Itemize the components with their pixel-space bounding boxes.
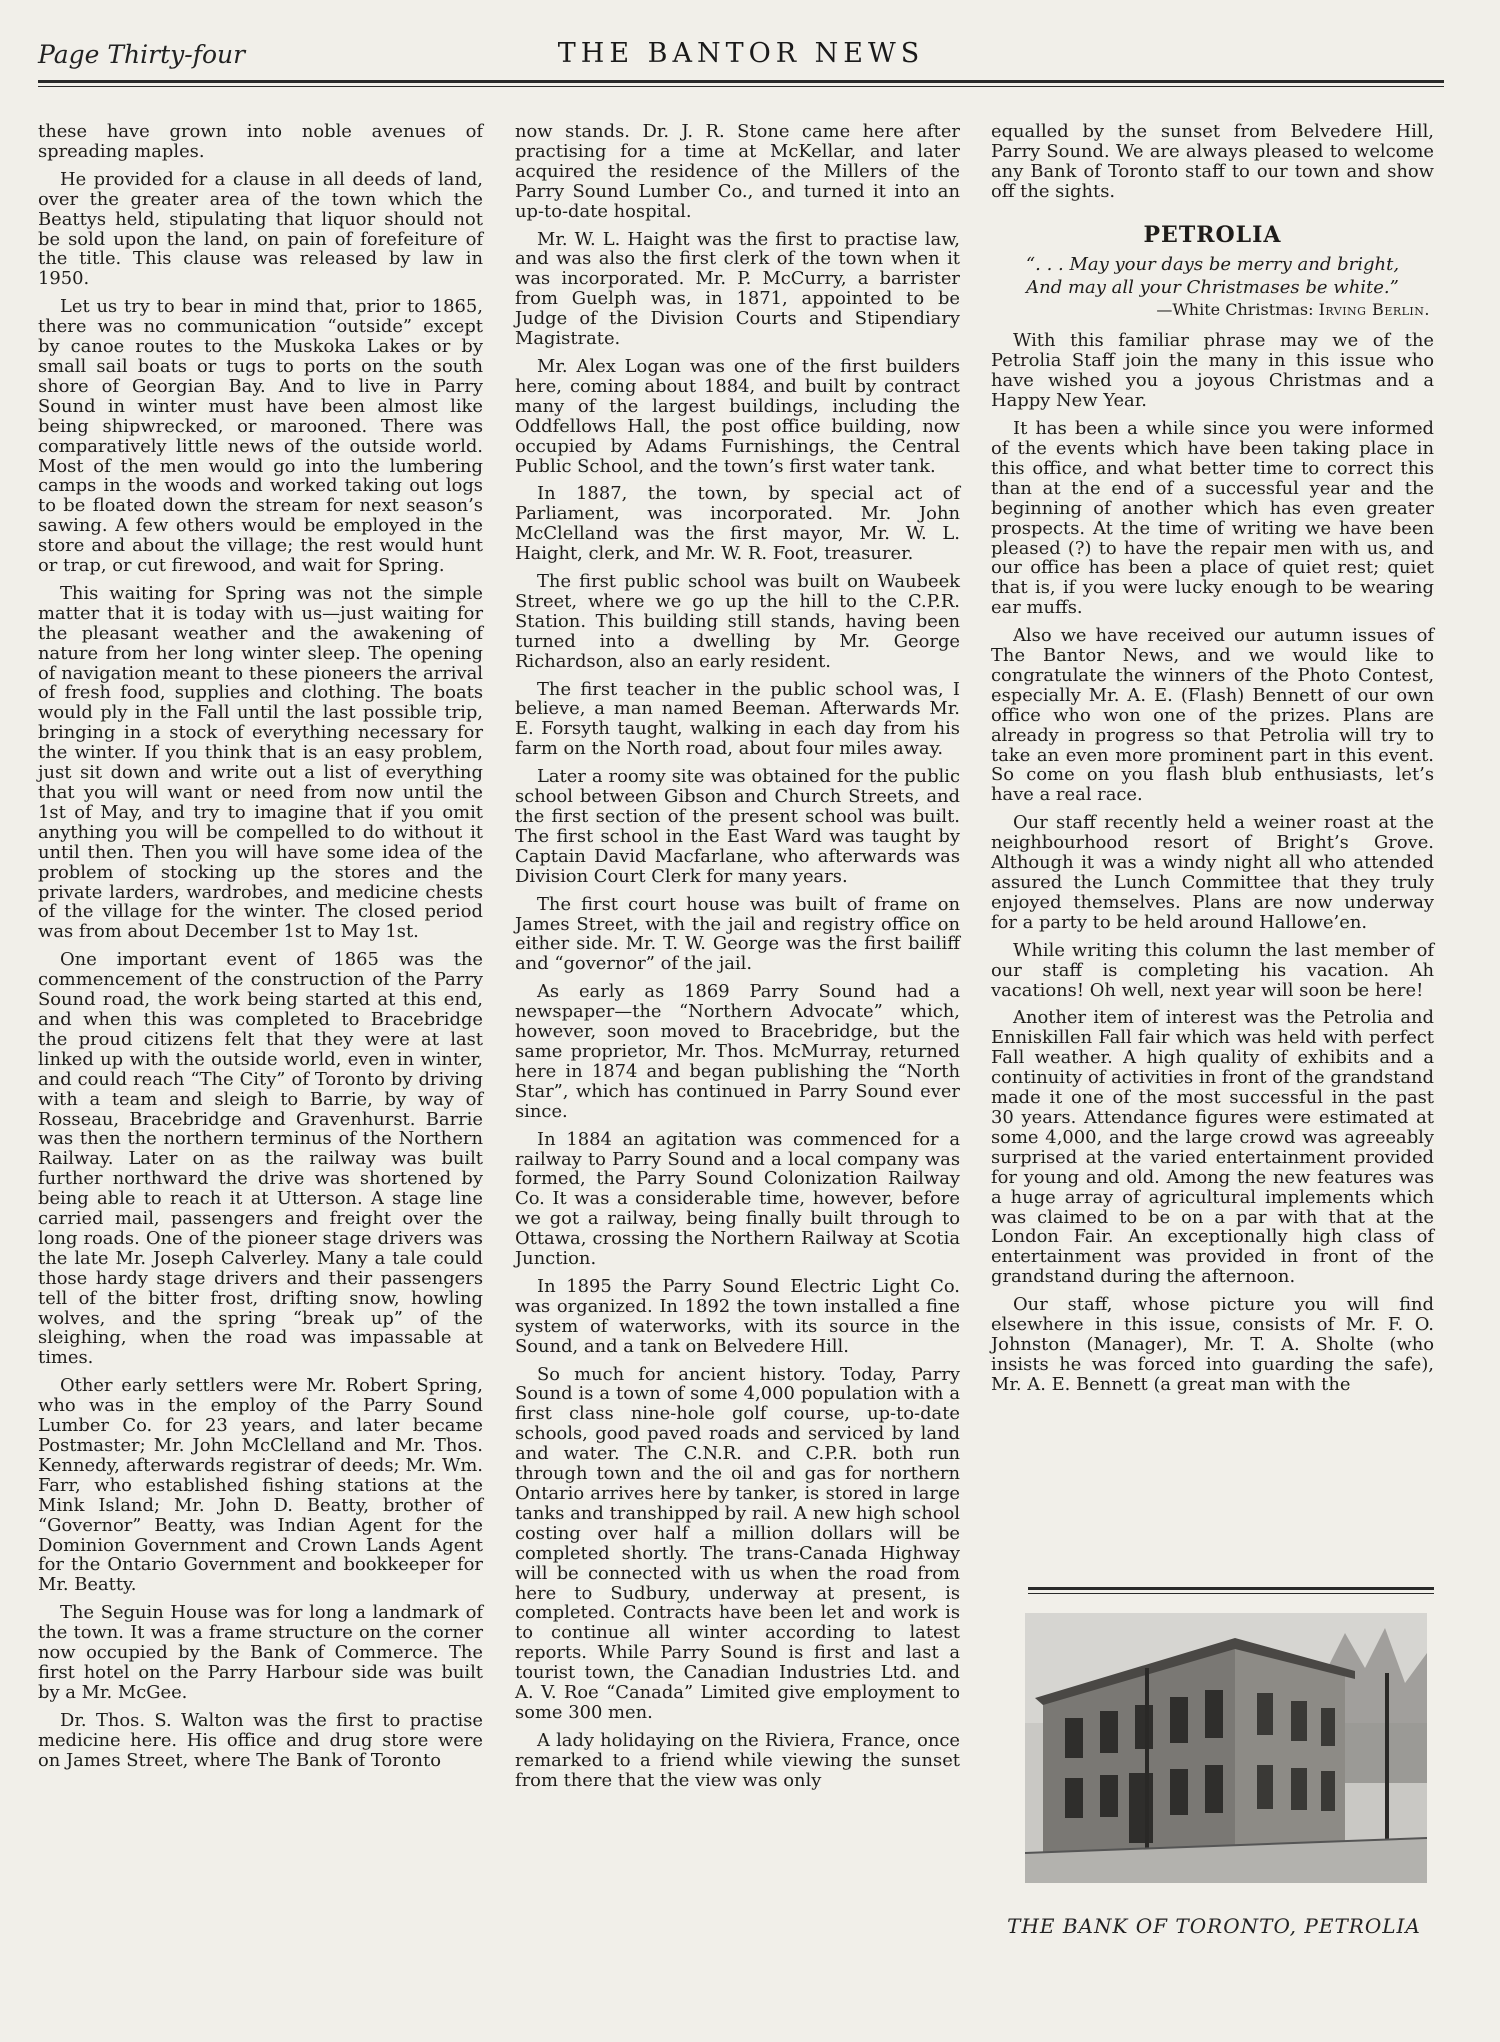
paragraph: Also we have received our autumn issues of The Bantor News, and we would like to congratulate the winners of the Photo Contest, especially Mr. A. E. (Flash) Bennett of our own office who won one of the prizes. Plans are already in progress so that Petrolia will try to take an even more prominent part in this event. So come on you flash blub enthusiasts, let’s have a real race. [991,625,1434,806]
page-header [38,38,1444,78]
page-number: Page Thirty-four [38,40,246,69]
paragraph: The Seguin House was for long a landmark of the town. It was a frame structure on the corner now occupied by the Bank of Commerce. The first hotel on the Parry Harbour side was built by a Mr. McGee. [38,1602,483,1703]
column-3 [991,122,1434,1403]
column-2 [515,122,960,1799]
paragraph: these have grown into noble avenues of spreading maples. [38,121,483,162]
paragraph: now stands. Dr. J. R. Stone came here after practising for a time at McKellar, and later acquired the residence of the Millers of the Parry Sound Lumber Co., and turned it into an up-to-date hospital. [515,121,960,222]
paragraph: The first public school was built on Waubeek Street, where we go up the hill to the C.P.R. Station. This building still stands, having been turned into a dwelling by Mr. George Richardson, also an early resident. [515,571,960,672]
attribution-prefix: —White Christmas: [1156,299,1319,319]
masthead: THE BANTOR NEWS [557,38,925,69]
paragraph: Mr. Alex Logan was one of the first builders here, coming about 1884, and built by contract many of the largest buildings, including the Oddfellows Hall, the post office building, now occupied by Adams Furnishings, the Central Public School, and the town’s first water tank. [515,355,960,477]
header-rule-thin [38,86,1444,87]
photo-rule-thin [1028,1593,1434,1594]
paragraph: A lady holidaying on the Riviera, France, once remarked to a friend while viewing the sunset from there that the view was only [515,1729,960,1791]
paragraph: The first court house was built of frame on James Street, with the jail and registry office on either side. Mr. T. W. George was the first bailiff and “governor” of the jail. [515,893,960,975]
paragraph: equalled by the sunset from Belvedere Hill, Parry Sound. We are always pleased to welcome any Bank of Toronto staff to our town and show off the sights. [991,121,1434,202]
section-title-petrolia: PETROLIA [1143,221,1282,248]
paragraph: It has been a while since you were informed of the events which have been taking place in this office, and what better time to correct this than at the end of a successful year and the beginning of another which has even greater prospects. At the time of writing we have been pleased (?) to have the repair men with us, and our office has been a place of quiet rest; quiet that is, if you were lucky enough to be wearing ear muffs. [991,418,1434,619]
paragraph: The first teacher in the public school was, I believe, a man named Beeman. Afterwards Mr. E. Forsyth taught, walking in each day from his farm on the North road, about four miles away. [515,678,960,760]
paragraph: He provided for a clause in all deeds of land, over the greater area of the town which the Beattys held, stipulating that liquor should not be sold upon the land, on pain of forefeiture of the title. This clause was released by law in 1950. [38,168,483,290]
paragraph: Our staff recently held a weiner roast at the neighbourhood resort of Bright’s Grove. Although it was a windy night all who attended assured the Lunch Committee that they truly enjoyed themselves. Plans are now underway for a party to be held around Hallowe’en. [991,812,1434,933]
verse-attribution [991,300,1434,320]
paragraph: So much for ancient history. Today, Parry Sound is a town of some 4,000 population with a first class nine-hole golf course, up-to-date schools, good paved roads and serviced by land and water. The C.N.R. and C.P.R. both run through town and the oil and gas for northern Ontario arrives here by tanker, is stored in large tanks and transhipped by rail. A new high school costing over half a million dollars will be completed shortly. The trans-Canada Highway will be connected with us when the road from here to Sudbury, underway at present, is completed. Contracts have been let and work is to continue all winter according to latest reports. While Parry Sound is first and last a tourist town, the Canadian Industries Ltd. and A. V. Roe “Canada” Limited give employment to some 300 men. [515,1363,960,1723]
paragraph: In 1884 an agitation was commenced for a railway to Parry Sound and a local company was formed, the Parry Sound Colonization Railway Co. It was a considerable time, however, before we got a railway, being finally built through to Ottawa, crossing the Northern Railway at Scotia Junction. [515,1128,960,1270]
header-rule-thick [38,80,1444,83]
paragraph: This waiting for Spring was not the simple matter that it is today with us—just waiting for the pleasant weather and the awakening of nature from her long winter sleep. The opening of navigation meant to these pioneers the arrival of fresh food, supplies and clothing. The boats would ply in the Fall until the last possible trip, bringing in a stock of everything necessary for the winter. If you think that is an easy problem, just sit down and write out a list of everything that you will want or need from now until the 1st of May, and try to imagine that if you omit anything you will be compelled to do without it until then. Then you will have some idea of the problem of stocking up the stores and the private larders, wardrobes, and medicine chests of the village for the winter. The closed period was from about December 1st to May 1st. [38,582,483,943]
paragraph: Later a roomy site was obtained for the public school between Gibson and Church Streets, and the first section of the present school was built. The first school in the East Ward was taught by Captain David Macfarlane, who afterwards was Division Court Clerk for many years. [515,766,960,887]
photo-rule-thick [1028,1587,1434,1590]
paragraph: As early as 1869 Parry Sound had a newspaper—the “Northern Advocate” which, however, soon moved to Bracebridge, but the same proprietor, Mr. Thos. McMurray, returned here in 1874 and began publishing the “North Star”, which has continued in Parry Sound ever since. [515,981,960,1122]
verse-line: And may all your Christmases be white.” [1026,276,1399,298]
paragraph: While writing this column the last member of our staff is completing his vacation. Ah vacations! Oh well, next year will soon be here! [991,939,1434,1001]
paragraph: Let us try to bear in mind that, prior to 1865, there was no communication “outside” except by canoe routes to the Muskoka Lakes or by small sail boats or tugs to ports on the south shore of Georgian Bay. And to live in Parry Sound in winter must have been almost like being shipwrecked, or marooned. There was comparatively little news of the outside world. Most of the men would go into the lumbering camps in the woods and worked taking out logs to be floated down the stream for next season’s sawing. A few others would be employed in the store and about the village; the rest would hunt or trap, or cut firewood, and wait for Spring. [38,296,483,577]
bank-building-photo [1025,1613,1427,1883]
bank-building-illustration [1025,1613,1427,1883]
attribution-author: Irving Berlin. [1318,299,1430,319]
paragraph: In 1887, the town, by special act of Parliament, was incorporated. Mr. John McClelland was the first mayor, Mr. W. L. Haight, clerk, and Mr. W. R. Foot, treasurer. [515,483,960,565]
paragraph: In 1895 the Parry Sound Electric Light Co. was organized. In 1892 the town installed a fine system of waterworks, with its source in the Sound, and a tank on Belvedere Hill. [515,1275,960,1357]
paragraph: Dr. Thos. S. Walton was the first to practise medicine here. His office and drug store were on James Street, where The Bank of Toronto [38,1709,483,1771]
photo-caption: THE BANK OF TORONTO, PETROLIA [1007,1914,1421,1938]
column-1 [38,122,483,1779]
paragraph: Our staff, whose picture you will find elsewhere in this issue, consists of Mr. F. O. Johnston (Manager), Mr. T. A. Sholte (who insists he was forced into guarding the safe), Mr. A. E. Bennett (a great man with the [991,1294,1434,1395]
paragraph: With this familiar phrase may we of the Petrolia Staff join the many in this issue who have wished you a joyous Christmas and a Happy New Year. [991,330,1434,412]
paragraph: Another item of interest was the Petrolia and Enniskillen Fall fair which was held with perfect Fall weather. A high quality of exhibits and a continuity of activities in front of the grandstand made it one of the most successful in the past 30 years. Attendance figures were estimated at some 4,000, and the large crowd was agreeably surprised at the varied entertainment provided for young and old. Among the new features was a huge array of agricultural implements which was claimed to be on a par with that at the London Fair. An exceptionally high class of entertainment was provided in front of the grandstand during the afternoon. [991,1007,1434,1288]
paragraph: Other early settlers were Mr. Robert Spring, who was in the employ of the Parry Sound Lumber Co. for 23 years, and later became Postmaster; Mr. John McClelland and Mr. Thos. Kennedy, afterwards registrar of deeds; Mr. Wm. Farr, who established fishing stations at the Mink Island; Mr. John D. Beatty, brother of “Governor” Beatty, was Indian Agent for the Dominion Government and Crown Lands Agent for the Ontario Government and bookkeeper for Mr. Beatty. [38,1375,483,1596]
verse-line: “. . . May your days be merry and bright, [1025,253,1400,275]
paragraph: One important event of 1865 was the commencement of the construction of the Parry Sound road, the work being started at this end, and when this was completed to Bracebridge the proud citizens felt that they were at last linked up with the outside world, even in winter, and could reach “The City” of Toronto by driving with a team and sleigh to Barrie, by way of Rosseau, Bracebridge and Gravenhurst. Barrie was then the northern terminus of the Northern Railway. Later on as the railway was built further northward the drive was shortened by being able to reach it at Utterson. A stage line carried mail, passengers and freight over the long roads. One of the pioneer stage drivers was the late Mr. Joseph Calverley. Many a tale could those hardy stage drivers and their passengers tell of the bitter frost, drifting snow, howling wolves, and the spring “break up” of the sleighing, when the road was impassable at times. [38,949,483,1369]
paragraph: Mr. W. L. Haight was the first to practise law, and was also the first clerk of the town when it was incorporated. Mr. P. McCurry, a barrister from Guelph was, in 1871, appointed to be Judge of the Division Courts and Stipendiary Magistrate. [515,228,960,350]
